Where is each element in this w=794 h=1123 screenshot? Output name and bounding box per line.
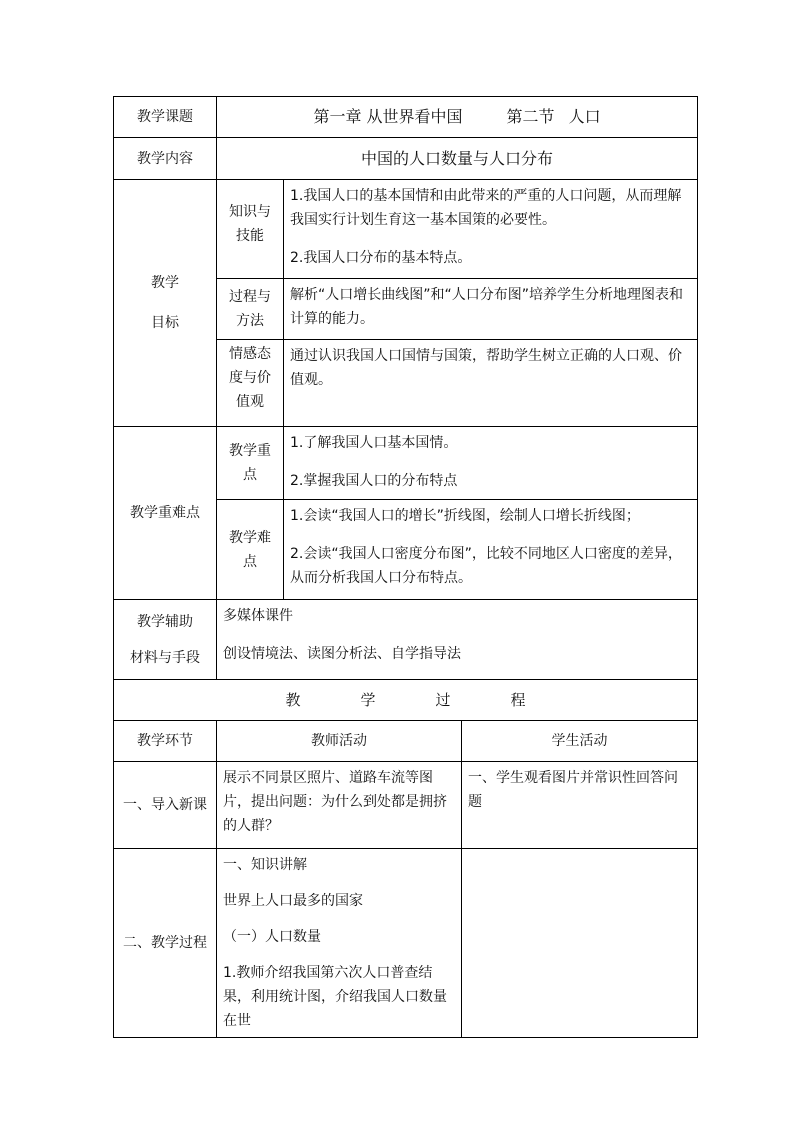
topic-value — [217, 97, 698, 138]
intro-student: 一、学生观看图片并常识性回答问题 — [462, 762, 698, 849]
main-p4: 1.教师介绍我国第六次人口普查结果，利用统计图，介绍我国人口数量在世 — [223, 965, 447, 1029]
main-p3: （一）人口数量 — [223, 929, 321, 945]
focus-label: 教学重 点 — [217, 427, 284, 500]
aids-p1: 多媒体课件 — [223, 608, 293, 624]
content-row — [114, 138, 698, 180]
aids-content — [217, 600, 698, 680]
main-student — [462, 849, 698, 1038]
knowledge-content — [284, 180, 698, 279]
main-teacher — [217, 849, 462, 1038]
objectives-label — [114, 180, 217, 427]
topic-label: 教学课题 — [114, 97, 217, 138]
intro-stage: 一、导入新课 — [114, 762, 217, 849]
lesson-plan-table — [113, 96, 698, 1038]
emotion-label: 情感态 度与价 值观 — [217, 340, 284, 427]
col-student-header: 学生活动 — [462, 721, 698, 762]
difficulty-p2: 2.会读“我国人口密度分布图”，比较不同地区人口密度的差异，从而分析我国人口分布特点。 — [290, 546, 682, 586]
process-header-row — [114, 680, 698, 721]
main-stage: 二、教学过程 — [114, 849, 217, 1038]
aids-label: 教学辅助 材料与手段 — [114, 600, 217, 680]
main-row — [114, 849, 698, 1038]
emotion-content — [284, 340, 698, 427]
column-header-row — [114, 721, 698, 762]
difficulty-content — [284, 500, 698, 600]
objectives-knowledge-row — [114, 180, 698, 279]
aids-row — [114, 600, 698, 680]
focus-content — [284, 427, 698, 500]
key-focus-row — [114, 427, 698, 500]
objectives-label-line2: 目标 — [151, 315, 179, 331]
knowledge-p2: 2.我国人口分布的基本特点。 — [290, 250, 472, 266]
knowledge-label: 知识与 技能 — [217, 180, 284, 279]
difficulty-p1: 1.会读“我国人口的增长”折线图，绘制人口增长折线图； — [290, 508, 640, 524]
section-number: 第二节 — [506, 107, 555, 126]
content-value: 中国的人口数量与人口分布 — [217, 138, 698, 180]
col-teacher-header: 教师活动 — [217, 721, 462, 762]
focus-p2: 2.掌握我国人口的分布特点 — [290, 473, 458, 489]
key-points-label: 教学重难点 — [114, 427, 217, 600]
intro-teacher: 展示不同景区照片、道路车流等图片，提出问题：为什么到处都是拥挤的人群？ — [217, 762, 462, 849]
topic-row — [114, 97, 698, 138]
objectives-label-line1: 教学 — [151, 275, 179, 291]
process-p1: 解析“人口增长曲线图”和“人口分布图”培养学生分析地理图表和计算的能力。 — [290, 287, 684, 327]
knowledge-p1: 1.我国人口的基本国情和由此带来的严重的人口问题，从而理解我国实行计划生育这一基本国策的必要性。 — [290, 188, 682, 228]
main-p2: 世界上人口最多的国家 — [223, 893, 363, 909]
chapter-title: 第一章 从世界看中国 — [313, 107, 463, 126]
process-header: 教 学 过 程 — [114, 680, 698, 721]
process-label: 过程与 方法 — [217, 279, 284, 340]
col-stage-header: 教学环节 — [114, 721, 217, 762]
focus-p1: 1.了解我国人口基本国情。 — [290, 435, 458, 451]
process-content — [284, 279, 698, 340]
emotion-p1: 通过认识我国人口国情与国策，帮助学生树立正确的人口观、价值观。 — [290, 348, 682, 388]
section-title: 人口 — [568, 107, 601, 126]
main-p1: 一、知识讲解 — [223, 857, 307, 873]
difficulty-label: 教学难 点 — [217, 500, 284, 600]
content-label: 教学内容 — [114, 138, 217, 180]
aids-p2: 创设情境法、读图分析法、自学指导法 — [223, 646, 461, 662]
intro-row — [114, 762, 698, 849]
